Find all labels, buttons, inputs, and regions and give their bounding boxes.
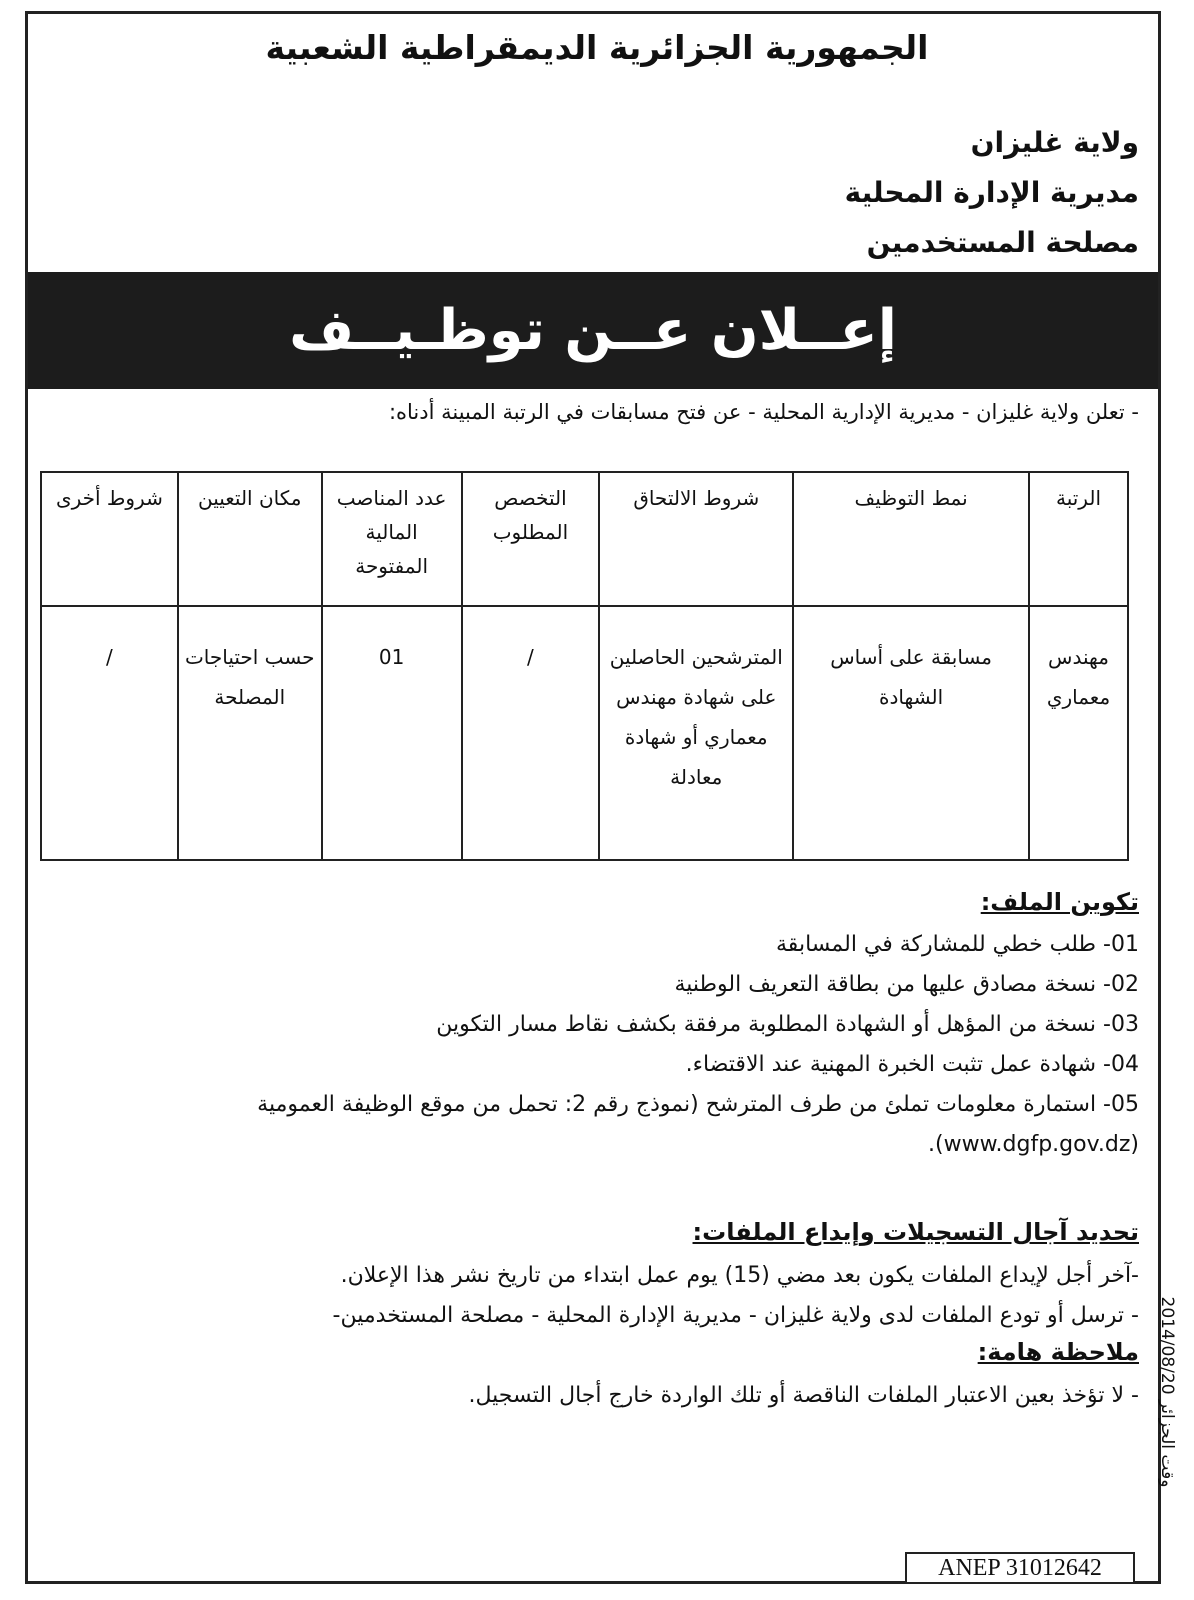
cell-specialty: / <box>462 606 600 860</box>
anep-reference: ANEP 31012642 <box>905 1552 1135 1584</box>
side-caption-text: وقت الجزائر 2014/08/20 <box>1157 1296 1177 1488</box>
table-header-row <box>41 472 1128 606</box>
cell-recruitment-mode: مسابقة على أساس الشهادة <box>793 606 1029 860</box>
list-item: 02- نسخة مصادق عليها من بطاقة التعريف الوطنية <box>674 972 1139 997</box>
administration-block <box>739 118 1139 268</box>
cell-open-positions: 01 <box>322 606 462 860</box>
important-note-list <box>49 1376 1139 1416</box>
directorate-line: مديرية الإدارة المحلية <box>844 176 1139 209</box>
list-item: -آخر أجل لإيداع الملفات يكون بعد مضي (15) يوم عمل ابتداء من تاريخ نشر هذا الإعلان. <box>340 1263 1139 1288</box>
header-recruitment-mode: نمط التوظيف <box>793 472 1029 606</box>
deadlines-title: تحديد آجال التسجيلات وإيداع الملفات: <box>692 1218 1139 1246</box>
wilaya-line: ولاية غليزان <box>970 126 1139 159</box>
header-access-conditions: شروط الالتحاق <box>599 472 793 606</box>
header-assignment-place: مكان التعيين <box>178 472 322 606</box>
cell-access-conditions: المترشحين الحاصلين على شهادة مهندس معماري أو شهادة معادلة <box>599 606 793 860</box>
list-item: 04- شهادة عمل تثبت الخبرة المهنية عند الاقتضاء. <box>685 1052 1139 1077</box>
header-other-conditions: شروط أخرى <box>41 472 178 606</box>
republic-heading: الجمهورية الجزائرية الديمقراطية الشعبية <box>265 28 929 67</box>
header-grade: الرتبة <box>1029 472 1128 606</box>
table-row <box>41 606 1128 860</box>
file-composition-title: تكوين الملف: <box>980 888 1139 916</box>
intro-text: - تعلن ولاية غليزان - مديرية الإدارية المحلية - عن فتح مسابقات في الرتبة المبينة أدناه: <box>388 400 1139 424</box>
list-item: - ترسل أو تودع الملفات لدى ولاية غليزان - مديرية الإدارة المحلية - مصلحة المستخدمين- <box>332 1303 1139 1328</box>
cell-grade: مهندس معماري <box>1029 606 1128 860</box>
list-item: 05- استمارة معلومات تملئ من طرف المترشح (نموذج رقم 2: تحمل من موقع الوظيفة العمومية <box>257 1092 1139 1117</box>
important-note-title: ملاحظة هامة: <box>977 1338 1139 1366</box>
list-item: 01- طلب خطي للمشاركة في المسابقة <box>776 932 1139 957</box>
positions-table <box>40 471 1129 861</box>
list-item: 03- نسخة من المؤهل أو الشهادة المطلوبة مرفقة بكشف نقاط مسار التكوين <box>436 1012 1139 1037</box>
cell-other-conditions: / <box>41 606 178 860</box>
side-caption <box>1148 1262 1186 1522</box>
deadlines-list <box>49 1256 1139 1336</box>
announcement-banner <box>28 272 1158 389</box>
file-composition-list <box>49 925 1139 1165</box>
header-open-positions: عدد المناصب المالية المفتوحة <box>322 472 462 606</box>
list-item: - لا تؤخذ بعين الاعتبار الملفات الناقصة أو تلك الواردة خارج أجال التسجيل. <box>468 1383 1139 1408</box>
banner-title: إعــلان عــن توظـيــف <box>289 298 897 363</box>
header-specialty: التخصص المطلوب <box>462 472 600 606</box>
cell-assignment-place: حسب احتياجات المصلحة <box>178 606 322 860</box>
list-item: (www.dgfp.gov.dz). <box>928 1132 1139 1157</box>
service-line: مصلحة المستخدمين <box>866 226 1139 259</box>
